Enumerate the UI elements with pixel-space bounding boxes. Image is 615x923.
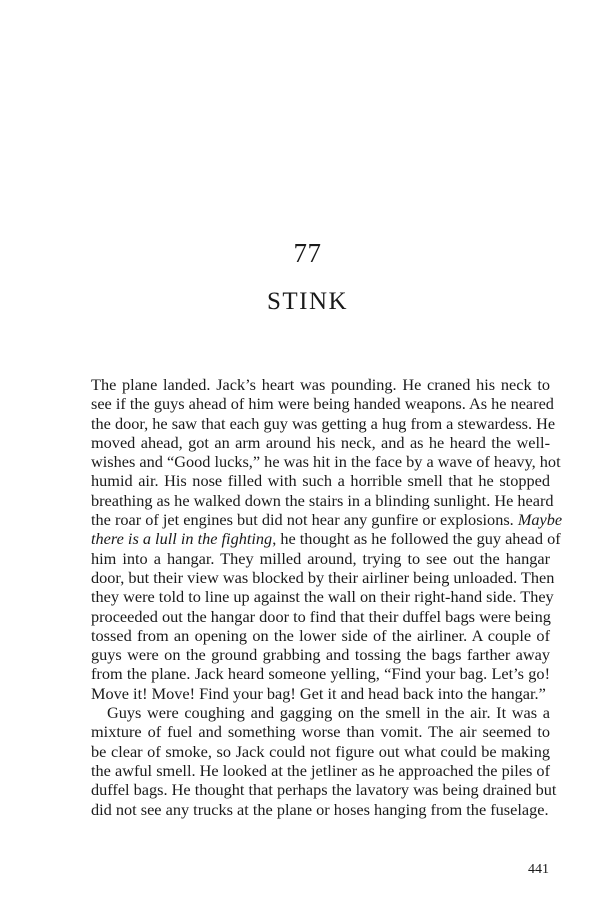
text-line	[91, 413, 556, 433]
text-segment: Move it! Move! Find your bag! Get it and head back into the hangar.”	[91, 683, 546, 703]
text-segment: breathing as he walked down the stairs in a blinding sunlight. He heard	[91, 490, 554, 510]
text-segment: proceeded out the hangar door to find that their duffel bags were being	[91, 606, 551, 626]
text-line	[91, 722, 550, 741]
text-line	[91, 567, 555, 587]
chapter-number: 77	[293, 238, 322, 268]
text-segment: duffel bags. He thought that perhaps the lavatory was being drained but	[91, 780, 557, 800]
text-segment: from the plane. Jack heard someone yelling, “Find your bag. Let’s go!	[91, 664, 550, 684]
text-line	[91, 626, 550, 645]
text-line	[91, 510, 563, 530]
text-line	[91, 645, 550, 664]
text-segment: see if the guys ahead of him were being handed weapons. As he neared	[91, 394, 554, 414]
text-line	[91, 800, 550, 819]
italic-text: Maybe	[517, 510, 563, 530]
text-line	[91, 394, 554, 414]
text-line	[91, 703, 550, 722]
text-line	[91, 452, 561, 472]
text-segment: be clear of smoke, so Jack could not figure out what could be making	[91, 741, 550, 761]
text-segment: they were told to line up against the wall on their right-hand side. They	[91, 587, 554, 607]
text-segment: humid air. His nose filled with such a horrible smell that he stopped	[91, 471, 550, 491]
text-segment: , he thought as he followed the guy ahead of	[272, 529, 561, 549]
text-line	[91, 549, 550, 568]
text-segment: the door, he saw that each guy was getting a hug from a stewardess. He	[91, 413, 556, 433]
text-line	[91, 761, 550, 780]
chapter-title: STINK	[266, 288, 349, 315]
text-segment: The plane landed. Jack’s heart was pounding. He craned his neck to	[91, 375, 550, 394]
text-segment: him into a hangar. They milled around, trying to see out the hangar	[91, 548, 550, 568]
text-line	[91, 529, 561, 549]
text-segment: moved ahead, got an arm around his neck, and as he heard the well-	[91, 432, 550, 452]
text-segment: mixture of fuel and something worse than vomit. The air seemed to	[91, 722, 550, 742]
paragraph	[91, 375, 563, 703]
text-line	[91, 780, 557, 800]
text-segment: the awful smell. He looked at the jetliner as he approached the piles of	[91, 760, 550, 780]
italic-text: there is a lull in the fighting	[91, 529, 273, 549]
paragraph	[91, 703, 557, 819]
body-text	[91, 375, 563, 819]
text-segment: Guys were coughing and gagging on the smell in the air. It was a	[107, 703, 550, 723]
text-line	[91, 607, 550, 626]
text-segment: wishes and “Good lucks,” he was hit in the face by a wave of heavy, hot	[91, 452, 561, 472]
text-line	[91, 490, 554, 510]
text-line	[91, 684, 550, 703]
text-segment: door, but their view was blocked by their airliner being unloaded. Then	[91, 567, 555, 587]
page-number: 441	[528, 862, 549, 877]
text-line	[91, 664, 550, 683]
text-line	[91, 742, 550, 761]
text-line	[91, 375, 550, 394]
text-line	[91, 471, 550, 490]
text-segment: did not see any trucks at the plane or hoses hanging from the fuselage.	[91, 799, 549, 819]
text-segment: the roar of jet engines but did not hear any gunfire or explosions.	[91, 510, 518, 530]
text-segment: tossed from an opening on the lower side of the airliner. A couple of	[91, 625, 550, 645]
text-line	[91, 433, 550, 452]
text-segment: guys were on the ground grabbing and tossing the bags farther away	[91, 645, 550, 665]
text-line	[91, 587, 554, 607]
